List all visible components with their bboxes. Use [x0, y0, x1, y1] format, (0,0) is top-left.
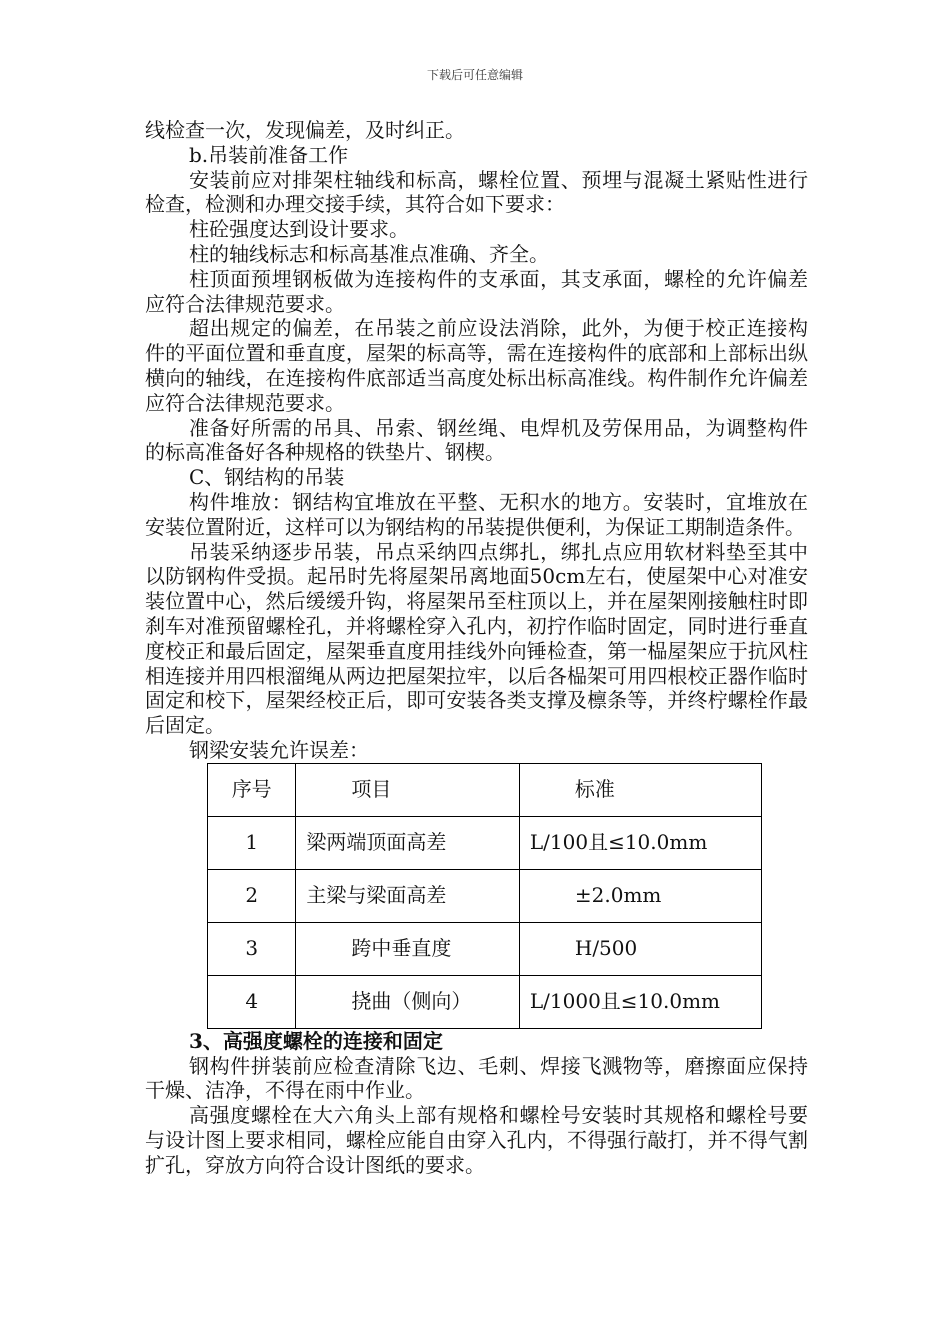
paragraph: 吊装采纳逐步吊装，吊点采纳四点绑扎，绑扎点应用软材料垫至其中以防钢构件受损。起吊时先将屋架吊离地面50cm左右，使屋架中心对准安装位置中心，然后缓缓升钩，将屋架吊至柱顶以上，并在屋架刚接触柱时即刹车对准预留螺栓孔，并将螺栓穿入孔内，初拧作临时固定，同时进行垂直度校正和最后固定，屋架垂直度用挂线外向锤检查，第一榀屋架应于抗风柱相连接并用四根溜绳从两边把屋架拉牢，以后各榀架可用四根校正器作临时固定和校下，屋架经校正后，即可安装各类支撑及檩条等，并终柠螺栓作最后固定。	[145, 539, 808, 738]
table-header-cell: 序号	[208, 763, 296, 816]
paragraph: 线检查一次，发现偏差，及时纠正。	[145, 118, 465, 142]
table-row	[208, 816, 762, 869]
paragraph: 高强度螺栓在大六角头上部有规格和螺栓号安装时其规格和螺栓号要与设计图上要求相同，螺栓应能自由穿入孔内，不得强行敲打，并不得气割扩孔，穿放方向符合设计图纸的要求。	[145, 1103, 808, 1177]
table-cell: H/500	[519, 922, 761, 975]
table-cell: 主梁与梁面高差	[296, 869, 520, 922]
table-cell: L/1000且≤10.0mm	[519, 975, 761, 1028]
paragraph: 准备好所需的吊具、吊索、钢丝绳、电焊机及劳保用品，为调整构件的标高准备好各种规格的铁垫片、钢楔。	[145, 415, 808, 465]
page-header: 下载后可任意编辑	[426, 68, 523, 82]
tolerance-table	[207, 763, 762, 1029]
table-header-cell: 标准	[519, 763, 761, 816]
table-cell: L/100且≤10.0mm	[519, 816, 761, 869]
table-cell: 3	[208, 922, 296, 975]
table-header-cell: 项目	[296, 763, 520, 816]
paragraph: 柱砼强度达到设计要求。	[189, 217, 409, 242]
table-row	[208, 922, 762, 975]
table-cell: 4	[208, 975, 296, 1028]
paragraph: 安装前应对排架柱轴线和标高，螺栓位置、预埋与混凝土紧贴性进行检查，检测和办理交接手续，其符合如下要求：	[145, 167, 808, 217]
table-caption: 钢梁安装允许误差：	[189, 737, 369, 762]
subheading-c: C、钢结构的吊装	[189, 465, 345, 490]
table-cell: ±2.0mm	[519, 869, 761, 922]
paragraph: 钢构件拼装前应检查清除飞边、毛刺、焊接飞溅物等，磨擦面应保持干燥、洁净，不得在雨中作业。	[145, 1053, 808, 1103]
table-cell: 2	[208, 869, 296, 922]
section-heading: 3、高强度螺栓的连接和固定	[189, 1028, 443, 1053]
subheading-b: b.吊装前准备工作	[189, 142, 349, 167]
table-cell: 跨中垂直度	[296, 922, 520, 975]
table-cell: 1	[208, 816, 296, 869]
paragraph: 柱的轴线标志和标高基准点准确、齐全。	[189, 241, 549, 266]
document-body	[145, 118, 808, 1178]
paragraph: 构件堆放：钢结构宜堆放在平整、无积水的地方。安装时，宜堆放在安装位置附近，这样可以为钢结构的吊装提供便利，为保证工期制造条件。	[145, 489, 808, 539]
table-header-row	[208, 763, 762, 816]
table-row	[208, 975, 762, 1028]
table-cell: 挠曲（侧向）	[296, 975, 520, 1028]
table-row	[208, 869, 762, 922]
table-cell: 梁两端顶面高差	[296, 816, 520, 869]
paragraph: 柱顶面预埋钢板做为连接构件的支承面，其支承面，螺栓的允许偏差应符合法律规范要求。	[145, 266, 808, 316]
paragraph: 超出规定的偏差，在吊装之前应设法消除，此外，为便于校正连接构件的平面位置和垂直度，屋架的标高等，需在连接构件的底部和上部标出纵横向的轴线，在连接构件底部适当高度处标出标高准线。构件制作允许偏差应符合法律规范要求。	[145, 316, 808, 415]
